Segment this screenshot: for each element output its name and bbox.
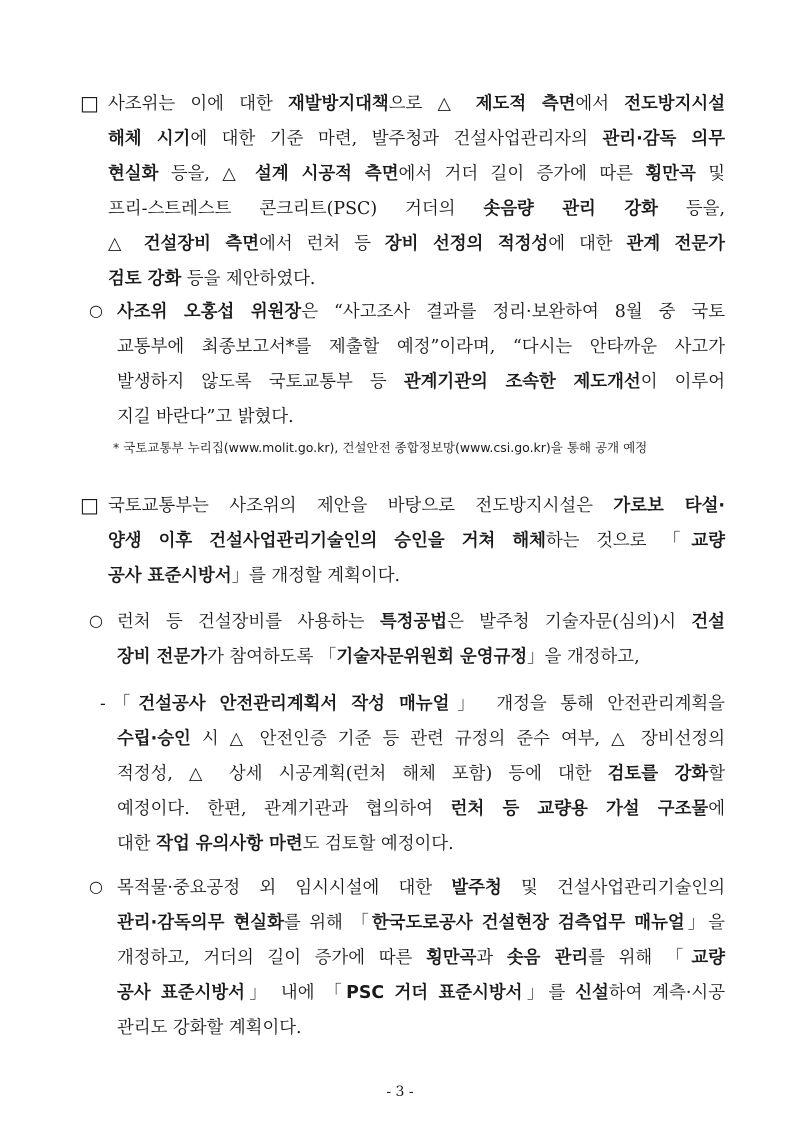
body-text: 」를 개정할 계획이다.	[231, 566, 401, 586]
body-text: 에서	[575, 94, 625, 114]
text-line	[117, 646, 640, 668]
text-line	[108, 530, 725, 552]
emphasis-text: 공사 표준시방서	[117, 983, 245, 1003]
text-line	[117, 611, 725, 633]
emphasis-text: 횡만곡	[645, 164, 696, 184]
body-text: 하는 것으로 「	[545, 531, 692, 551]
emphasis-text: 장비 선정의 적정성	[384, 234, 549, 254]
emphasis-text: 공사 표준시방서	[108, 566, 232, 586]
body-text: 적정성, △ 상세 시공계획(런처 해체 포함) 등에 대한	[117, 764, 608, 784]
text-line	[117, 912, 725, 934]
body-text: 관리도 강화할 계획이다.	[117, 1018, 302, 1038]
emphasis-text: 관리·감독 의무	[602, 129, 725, 149]
body-text: 「	[113, 694, 139, 714]
body-text: 할	[708, 764, 725, 784]
body-text: 에서 거더 길이 증가에 따른	[398, 164, 646, 184]
body-text: 으로 △	[388, 94, 476, 114]
body-text: 대한	[117, 834, 157, 854]
text-line	[117, 406, 294, 428]
body-text: 」을	[684, 913, 725, 933]
body-text: 및	[695, 164, 725, 184]
emphasis-text: 전도방지시설	[624, 94, 725, 114]
body-text: △	[108, 234, 144, 254]
emphasis-text: PSC 거더 표준시방서	[346, 983, 523, 1003]
text-line	[117, 833, 454, 855]
emphasis-text: 해체 시기	[108, 129, 191, 149]
body-text: 과	[476, 948, 507, 968]
text-line	[108, 163, 725, 185]
emphasis-text: 제도적 측면	[475, 94, 576, 114]
emphasis-text: 검토 강화	[108, 269, 182, 289]
body-text: 하여 계측·시공	[608, 983, 725, 1003]
text-line	[108, 198, 725, 220]
emphasis-text: 신설	[575, 983, 609, 1003]
emphasis-text: 건설공사 안전관리계획서 작성 매뉴얼	[138, 694, 450, 714]
emphasis-text: 건설	[691, 612, 725, 632]
text-line	[108, 128, 725, 150]
text-line	[117, 798, 725, 820]
body-text: 를 위해 「	[588, 948, 692, 968]
body-text: 이 이루어	[640, 372, 725, 392]
emphasis-text: 검토를 강화	[607, 764, 709, 784]
emphasis-text: 관리·감독의무 현실화	[117, 913, 284, 933]
emphasis-text: 사조위 오홍섭 위원장	[117, 302, 302, 322]
text-line	[108, 565, 400, 587]
body-text: 등을 제안하였다.	[181, 269, 316, 289]
emphasis-text: 교량	[691, 531, 725, 551]
body-text: 」을 개정하고,	[527, 647, 640, 667]
emphasis-text: 장비 전문가	[117, 647, 208, 667]
text-line	[108, 495, 725, 517]
body-text: 에서 런처 등	[259, 234, 385, 254]
page-number: - 3 -	[386, 1084, 414, 1100]
body-text: 를 위해 「	[283, 913, 372, 933]
body-text: 」 내에 「	[244, 983, 347, 1003]
body-text: 예정이다. 한편, 관계기관과 협의하여	[117, 799, 451, 819]
body-text: 발생하지 않도록 국토교통부 등	[117, 372, 404, 392]
emphasis-text: 솟음 관리	[506, 948, 589, 968]
emphasis-text: 설계 시공적 측면	[255, 164, 399, 184]
emphasis-text: 기술자문위원회 운영규정	[336, 647, 528, 667]
body-text: 지길 바란다”고 밝혔다.	[117, 407, 294, 427]
emphasis-text: 특정공법	[379, 612, 448, 632]
footnote: * 국토교통부 누리집(www.molit.go.kr), 건설안전 종합정보망(www.csi.go.kr)을 통해 공개 예정	[113, 440, 648, 455]
emphasis-text: 재발방지대책	[287, 94, 389, 114]
body-text: 에	[708, 799, 725, 819]
body-text: 시 △ 안전인증 기준 등 관련 규정의 준수 여부, △ 장비선정의	[190, 729, 725, 749]
body-text: 」 개정을 통해 안전관리계획을	[449, 694, 725, 714]
body-text: 은 발주청 기술자문(심의)시	[447, 612, 692, 632]
body-text: 사조위는 이에 대한	[108, 94, 288, 114]
text-line	[117, 1017, 302, 1039]
body-text: 」를	[522, 983, 576, 1003]
circle-bullet: ○	[89, 877, 103, 896]
emphasis-text: 횡만곡	[425, 948, 477, 968]
emphasis-text: 양생 이후 건설사업관리기술인의 승인을 거쳐 해체	[108, 531, 546, 551]
text-line	[117, 877, 725, 899]
body-text: 교통부에 최종보고서*를 제출할 예정”이라며, “다시는 안타까운 사고가	[117, 337, 725, 357]
body-text: 런처 등 건설장비를 사용하는	[117, 612, 380, 632]
emphasis-text: 발주청	[451, 878, 502, 898]
body-text: 개정하고, 거더의 길이 증가에 따른	[117, 948, 426, 968]
emphasis-text: 가로보 타설·	[613, 496, 725, 516]
body-text: 등을,	[657, 199, 725, 219]
text-line	[117, 728, 725, 750]
body-text: 가 참여하도록 「	[207, 647, 337, 667]
text-line	[108, 93, 725, 115]
body-text: 및 건설사업관리기술인의	[501, 878, 725, 898]
body-text: 은 “사고조사 결과를 정리·보완하여 8월 중 국토	[301, 302, 725, 322]
square-bullet: □	[80, 493, 99, 517]
emphasis-text: 교량	[691, 948, 725, 968]
body-text: 등을, △	[158, 164, 256, 184]
text-line	[117, 301, 725, 323]
text-line	[117, 982, 725, 1004]
text-line	[113, 693, 725, 715]
text-line	[117, 371, 725, 393]
emphasis-text: 수립·승인	[117, 729, 191, 749]
body-text: 목적물·중요공정 외 임시시설에 대한	[117, 878, 452, 898]
square-bullet: □	[80, 91, 99, 115]
body-text: 에 대한	[548, 234, 627, 254]
emphasis-text: 현실화	[108, 164, 159, 184]
body-text: 도 검토할 예정이다.	[302, 834, 454, 854]
text-line	[117, 763, 725, 785]
emphasis-text: 건설장비 측면	[143, 234, 260, 254]
circle-bullet: ○	[89, 611, 103, 630]
text-line	[117, 336, 725, 358]
text-line	[108, 233, 725, 255]
text-line	[108, 268, 315, 290]
circle-bullet: ○	[89, 301, 103, 320]
emphasis-text: 관계기관의 조속한 제도개선	[403, 372, 641, 392]
emphasis-text: 작업 유의사항 마련	[156, 834, 303, 854]
emphasis-text: 솟음량 관리 강화	[483, 199, 658, 219]
body-text: 에 대한 기준 마련, 발주청과 건설사업관리자의	[190, 129, 603, 149]
body-text: 국토교통부는 사조위의 제안을 바탕으로 전도방지시설은	[108, 496, 614, 516]
emphasis-text: 관계 전문가	[626, 234, 725, 254]
dash-bullet: -	[100, 694, 106, 714]
body-text: 프리-스트레스트 콘크리트(PSC) 거더의	[108, 199, 484, 219]
text-line	[117, 947, 725, 969]
emphasis-text: 런처 등 교량용 가설 구조물	[450, 799, 709, 819]
emphasis-text: 한국도로공사 건설현장 검측업무 매뉴얼	[371, 913, 685, 933]
